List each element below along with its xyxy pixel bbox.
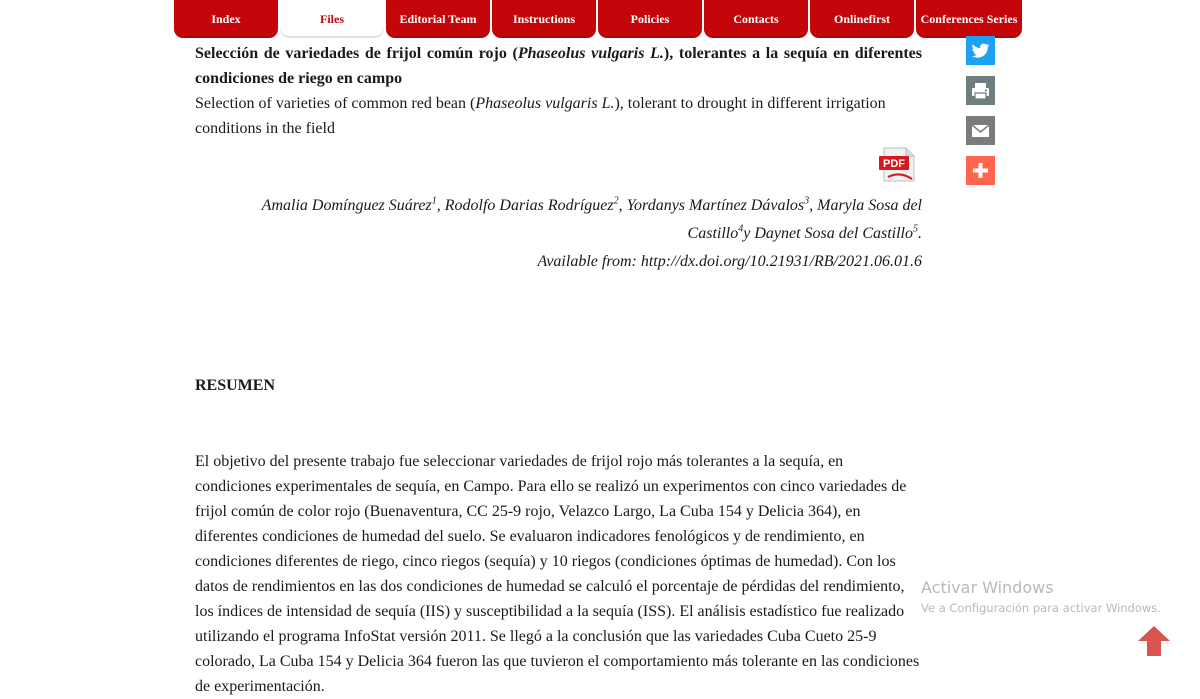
- twitter-icon: [966, 36, 995, 65]
- add-share-button[interactable]: [966, 156, 995, 185]
- pdf-label: PDF: [883, 158, 905, 170]
- activation-watermark-subtitle: Ve a Configuración para activar Windows.: [921, 601, 1161, 615]
- author-name: Yordanys Martínez Dávalos: [626, 197, 805, 214]
- print-share-button[interactable]: [966, 76, 995, 105]
- tab-onlinefirst[interactable]: Onlinefirst: [810, 0, 914, 38]
- tab-files[interactable]: Files: [280, 0, 384, 38]
- tab-editorial-team[interactable]: Editorial Team: [386, 0, 490, 38]
- author-name: Amalia Domínguez Suárez: [261, 197, 432, 214]
- author-affiliation: 3: [804, 195, 810, 207]
- title-en-species: Phaseolus vulgaris L.: [475, 95, 615, 112]
- arrow-up-icon: [1136, 645, 1172, 662]
- author-name: Maryla Sosa del Castillo: [687, 197, 922, 242]
- author-affiliation: 4: [738, 223, 744, 235]
- tab-contacts[interactable]: Contacts: [704, 0, 808, 38]
- resumen-heading: RESUMEN: [195, 377, 276, 394]
- tab-instructions[interactable]: Instructions: [492, 0, 596, 38]
- author-list: [195, 192, 922, 248]
- title-es-species: Phaseolus vulgaris L.: [517, 45, 664, 62]
- pdf-download-icon[interactable]: [878, 147, 918, 183]
- tab-policies[interactable]: Policies: [598, 0, 702, 38]
- author-separator: ,: [809, 197, 818, 214]
- title-en-part2: ), tolerant to drought in different irrigation conditions in the field: [195, 95, 886, 137]
- title-es-part2: ), tolerantes a la sequía en diferentes condiciones de riego en campo: [195, 45, 923, 87]
- print-icon: [966, 76, 995, 105]
- author-separator: ,: [436, 197, 445, 214]
- author-affiliation: 1: [431, 195, 437, 207]
- abstract-text: El objetivo del presente trabajo fue seleccionar variedades de frijol rojo más tolerantes a la sequía, en condiciones experimentales de sequía, en Campo. Para ello se realizó un experimentos con cinco variedades de frijol común de color rojo (Buenaventura, CC 25-9 rojo, Velazco Largo, La Cuba 154 y Delicia 364), en diferentes condiciones de humedad del suelo. Se evaluaron indicadores fenológicos y de rendimiento, en condiciones diferentes de riego, cinco riegos (sequía) y 10 riegos (condiciones óptimas de humedad). Con los datos de rendimientos en las dos condiciones de humedad se calculó el porcentaje de pérdidas del rendimiento, los índices de intensidad de sequía (IIS) y susceptibilidad a la sequía (ISS). El análisis estadístico fue realizado utilizando el programa InfoStat versión 2011. Se llegó a la conclusión que las variedades Cuba Cueto 25-9 colorado, La Cuba 154 y Delicia 364 fueron las que tuvieron el comportamiento más tolerante en las condiciones de experimentación.: [195, 453, 920, 695]
- article-title-english: [195, 91, 922, 141]
- tab-index[interactable]: Index: [174, 0, 278, 38]
- scroll-to-top-button[interactable]: [1136, 624, 1172, 658]
- author-affiliation: 2: [613, 195, 619, 207]
- author-affiliation: 5: [913, 223, 918, 235]
- add-share-icon: [966, 156, 995, 185]
- title-es-part1: Selección de variedades de frijol común rojo (: [195, 45, 518, 62]
- article-title-spanish: [195, 41, 922, 91]
- author-name: y Daynet Sosa del Castillo: [743, 225, 913, 242]
- author-separator: ,: [618, 197, 627, 214]
- tab-conferences-series[interactable]: Conferences Series: [916, 0, 1022, 38]
- twitter-share-button[interactable]: [966, 36, 995, 65]
- activation-watermark-title: Activar Windows: [921, 578, 1054, 597]
- email-share-button[interactable]: [966, 116, 995, 145]
- doi-link[interactable]: Available from: http://dx.doi.org/10.21931/RB/2021.06.01.6: [537, 253, 922, 270]
- title-en-part1: Selection of varieties of common red bean (: [195, 95, 476, 112]
- author-name: Rodolfo Darias Rodríguez: [444, 197, 614, 214]
- author-separator: .: [918, 225, 922, 242]
- main-nav: [174, 0, 1022, 38]
- email-icon: [966, 116, 995, 145]
